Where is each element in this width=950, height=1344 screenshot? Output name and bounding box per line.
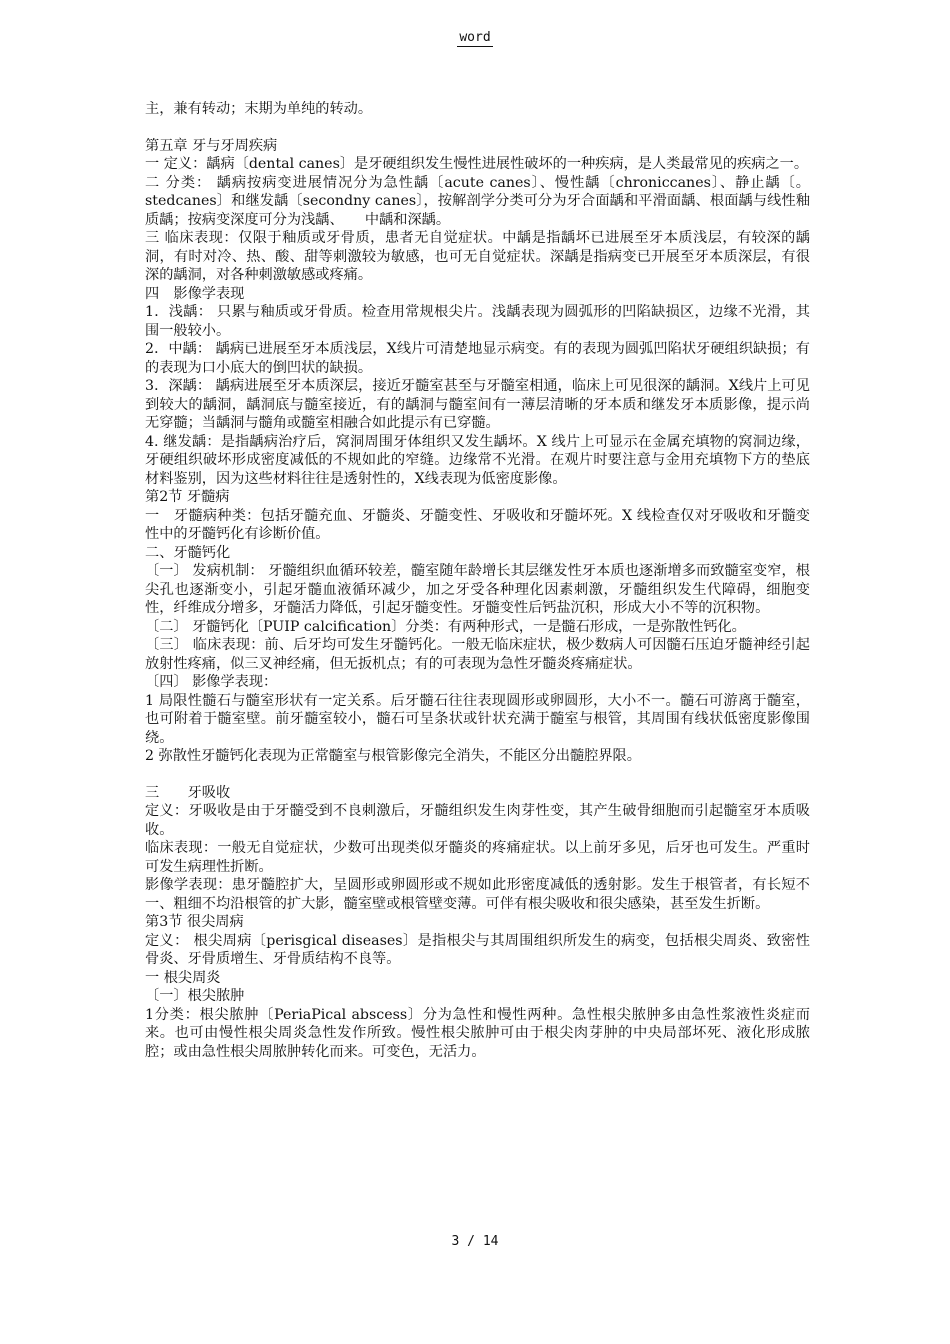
paragraph: 二 分类： 龋病按病变进展情况分为急性龋〔acute canes〕、慢性龋〔chroniccanes〕、静止龋〔。stedcanes〕和继发龋〔secondny canes〕，按解剖学分类可分为牙合面龋和平滑面龋、根面龋与线性釉质龋；按病变深度可分为浅龋、 中龋和深龋。 (145, 174, 810, 228)
section-heading: 二、牙髓钙化 (145, 544, 231, 561)
paragraph: 〔三〕 临床表现：前、后牙均可发生牙髓钙化。一般无临床症状，极少数病人可因髓石压迫牙髓神经引起放射性疼痛，似三叉神经痛，但无扳机点；有的可表现为急性牙髓炎疼痛症状。 (145, 637, 810, 672)
paragraph: 一 牙髓病种类：包括牙髓充血、牙髓炎、牙髓变性、牙吸收和牙髓坏死。X 线检查仅对牙吸收和牙髓变性中的牙髓钙化有诊断价值。 (145, 507, 810, 542)
paragraph: 〔一〕 发病机制： 牙髓组织血循环较差，髓室随年龄增长其层继发性牙本质也逐渐增多而致髓室变窄，根尖孔也逐渐变小，引起牙髓血液循环减少，加之牙受各种理化因素刺激，牙髓组织发生代障碍，细胞变性，纤维成分增多，牙髓活力降低，引起牙髓变性。牙髓变性后钙盐沉积，形成大小不等的沉积物。 (145, 563, 810, 616)
paragraph: 1 局限性髓石与髓室形状有一定关系。后牙髓石往往表现圆形或卵圆形，大小不一。髓石可游离于髓室，也可附着于髓室壁。前牙髓室较小，髓石可呈条状或针状充满于髓室与根管，其周围有线状低密度影像围绕。 (145, 692, 810, 746)
section-heading: 四 影像学表现 (145, 285, 245, 302)
paragraph: 临床表现：一般无自觉症状，少数可出现类似牙髓炎的疼痛症状。以上前牙多见，后牙也可发生。严重时可发生病理性折断。 (145, 840, 810, 875)
section-heading: 〔四〕 影像学表现： (145, 674, 278, 690)
section-heading: 一 根尖周炎 (145, 969, 221, 986)
paragraph: 定义：牙吸收是由于牙髓受到不良刺激后，牙髓组织发生肉芽性变，其产生破骨细胞而引起髓室牙本质吸收。 (145, 803, 810, 838)
blank-line (145, 119, 810, 137)
paragraph: 影像学表现：患牙髓腔扩大，呈圆形或卵圆形或不规如此形密度减低的透射影。发生于根管者，有长短不一、粗细不均沿根管的扩大影，髓室壁或根管壁变薄。可伴有根尖吸收和很尖感染，甚至发生折断。 (145, 877, 810, 912)
paragraph: 一 定义：龋病〔dental canes〕是牙硬组织发生慢性进展性破坏的一种疾病，是人类最常见的疾病之一。 (145, 156, 809, 172)
paragraph: 1．浅龋： 只累与釉质或牙骨质。检查用常规根尖片。浅龋表现为圆弧形的凹陷缺损区，边缘不光滑，其围一般较小。 (145, 304, 810, 339)
section-heading: 第2节 牙髓病 (145, 489, 230, 505)
section-heading: 〔一〕根尖脓肿 (145, 988, 245, 1004)
paragraph: 主，兼有转动；末期为单纯的转动。 (145, 101, 373, 117)
paragraph: 4. 继发龋：是指龋病治疗后，窝洞周围牙体组织又发生龋坏。X 线片上可显示在金属充填物的窝洞边缘，牙硬组织破坏形成密度减低的不规如此的窄缝。边缘常不光滑。在观片时要注意与金用充填物下方的垫底材料鉴别，因为这些材料往往是透射性的，X线表现为低密度影像。 (145, 433, 810, 487)
blank-line (145, 766, 810, 784)
paragraph: 1分类：根尖脓肿〔PeriaPical abscess〕分为急性和慢性两种。急性根尖脓肿多由急性浆液性炎症而来。也可由慢性根尖周炎急性发作所致。慢性根尖脓肿可由于根尖肉芽肿的中央局部坏死、液化形成脓腔；或由急性根尖周脓肿转化而来。可变色，无活力。 (145, 1006, 810, 1060)
page-header (0, 30, 950, 45)
paragraph: 三 临床表现：仅限于釉质或牙骨质，患者无自觉症状。中龋是指龋坏已进展至牙本质浅层，有较深的龋洞，有时对冷、热、酸、甜等刺激较为敏感，也可无自觉症状。深龋是指病变已开展至牙本质深层，有很深的龋洞，对各种刺激敏感或疼痛。 (145, 230, 810, 283)
paragraph: 2．中龋： 龋病已进展至牙本质浅层，X线片可清楚地显示病变。有的表现为圆弧凹陷状牙硬组织缺损；有的表现为口小底大的倒凹状的缺损。 (145, 341, 810, 376)
page-number: 3 / 14 (451, 1234, 499, 1249)
chapter-heading: 第五章 牙与牙周疾病 (145, 137, 278, 154)
document-body (145, 100, 810, 1061)
section-heading: 第3节 很尖周病 (145, 914, 244, 930)
section-heading: 三 牙吸收 (145, 784, 231, 801)
header-text: word (459, 30, 491, 45)
paragraph: 定义： 根尖周病〔perisgical diseases〕是指根尖与其周围组织所发生的病变，包括根尖周炎、致密性骨炎、牙骨质增生、牙骨质结构不良等。 (145, 932, 810, 967)
paragraph: 〔二〕 牙髓钙化〔PUIP calcification〕分类：有两种形式，一是髓石形成，一是弥散性钙化。 (145, 618, 746, 635)
paragraph: 3．深龋： 龋病进展至牙本质深层，接近牙髓室甚至与牙髓室相通，临床上可见很深的龋洞。X线片上可见到较大的龋洞，龋洞底与髓室接近，有的龋洞与髓室间有一薄层清晰的牙本质和继发牙本质影像，提示尚无穿髓；当龋洞与髓角或髓室相融合如此提示有已穿髓。 (145, 378, 810, 431)
paragraph: 2 弥散性牙髓钙化表现为正常髓室与根管影像完全消失，不能区分出髓腔界限。 (145, 748, 641, 764)
